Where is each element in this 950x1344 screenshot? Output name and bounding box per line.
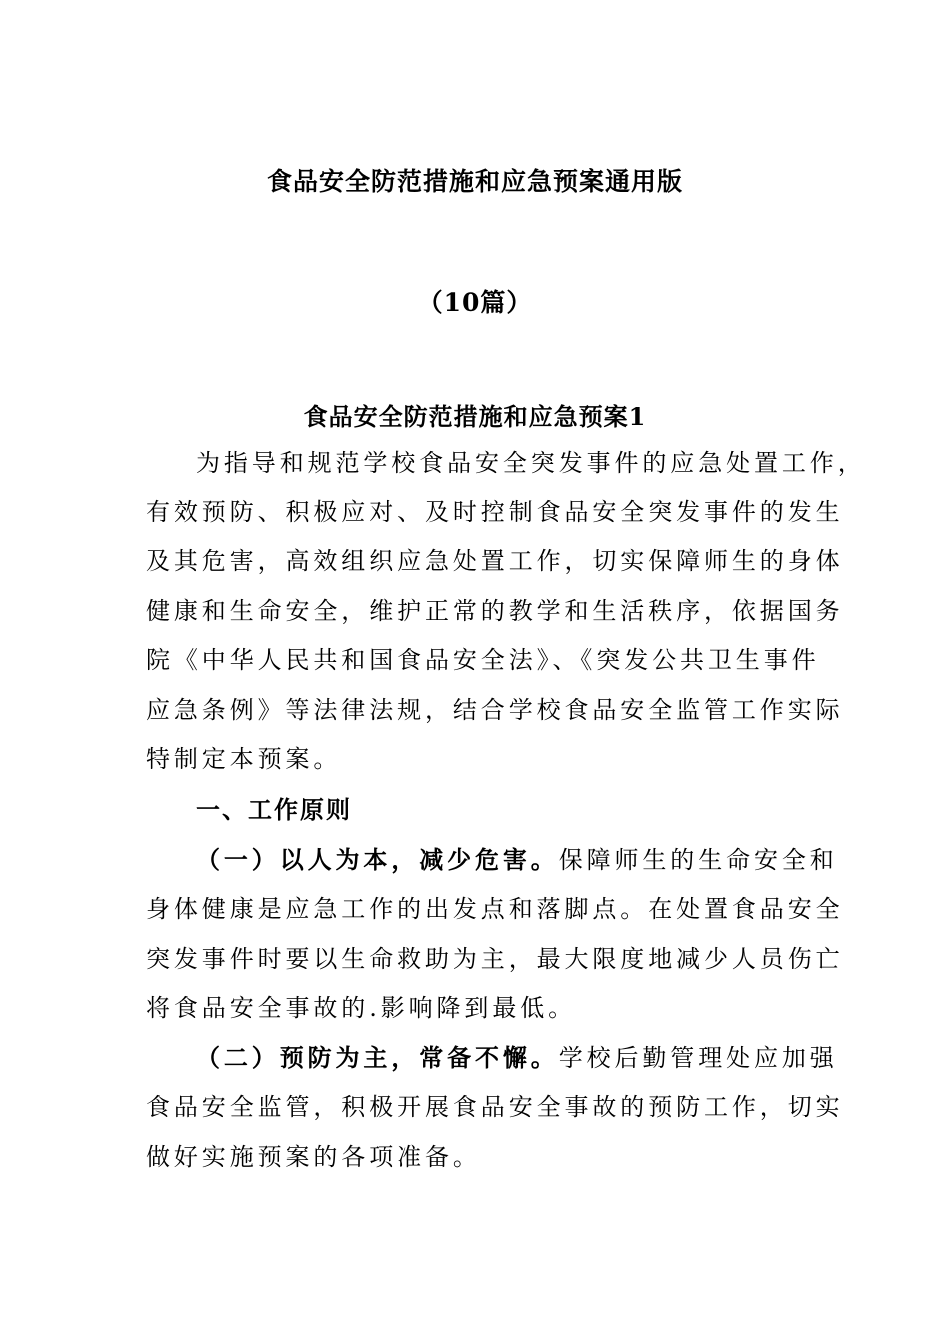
document-title: 食品安全防范措施和应急预案通用版 [266,167,683,196]
paragraph-line: 院《中华人民共和国食品安全法》、《突发公共卫生事件 [146,646,820,674]
paragraph-line: 身体健康是应急工作的出发点和落脚点。在处置食品安全 [146,895,844,923]
paragraph-line: 将食品安全事故的.影响降到最低。 [146,994,577,1022]
principle-1-first-line [196,845,856,875]
paragraph-line: 应急条例》等法律法规，结合学校食品安全监管工作实际 [146,696,844,724]
section-title: 食品安全防范措施和应急预案1 [303,402,647,431]
principle-2-text: 学校后勤管理处应加强 [558,1044,838,1072]
paragraph-line: 食品安全监管，积极开展食品安全事故的预防工作，切实 [146,1093,844,1121]
paragraph-line: 有效预防、积极应对、及时控制食品安全突发事件的发生 [146,498,844,526]
paragraph-line: 为指导和规范学校食品安全突发事件的应急处置工作， [196,449,866,477]
principles-heading: 一、工作原则 [196,795,352,824]
paragraph-line: 特制定本预案。 [146,745,342,773]
paragraph-line: 及其危害，高效组织应急处置工作，切实保障师生的身体 [146,547,844,575]
principle-2-first-line [196,1043,856,1073]
principle-1-label: （一）以人为本，减少危害。 [196,845,559,874]
principle-1-text: 保障师生的生命安全和 [558,846,838,874]
paragraph-line: 健康和生命安全，维护正常的教学和生活秩序，依据国务 [146,597,844,625]
principle-2-label: （二）预防为主，常备不懈。 [196,1043,559,1072]
paragraph-line: 突发事件时要以生命救助为主，最大限度地减少人员伤亡 [146,945,844,973]
document-count: （10篇） [417,288,533,317]
paragraph-line: 做好实施预案的各项准备。 [146,1143,481,1171]
